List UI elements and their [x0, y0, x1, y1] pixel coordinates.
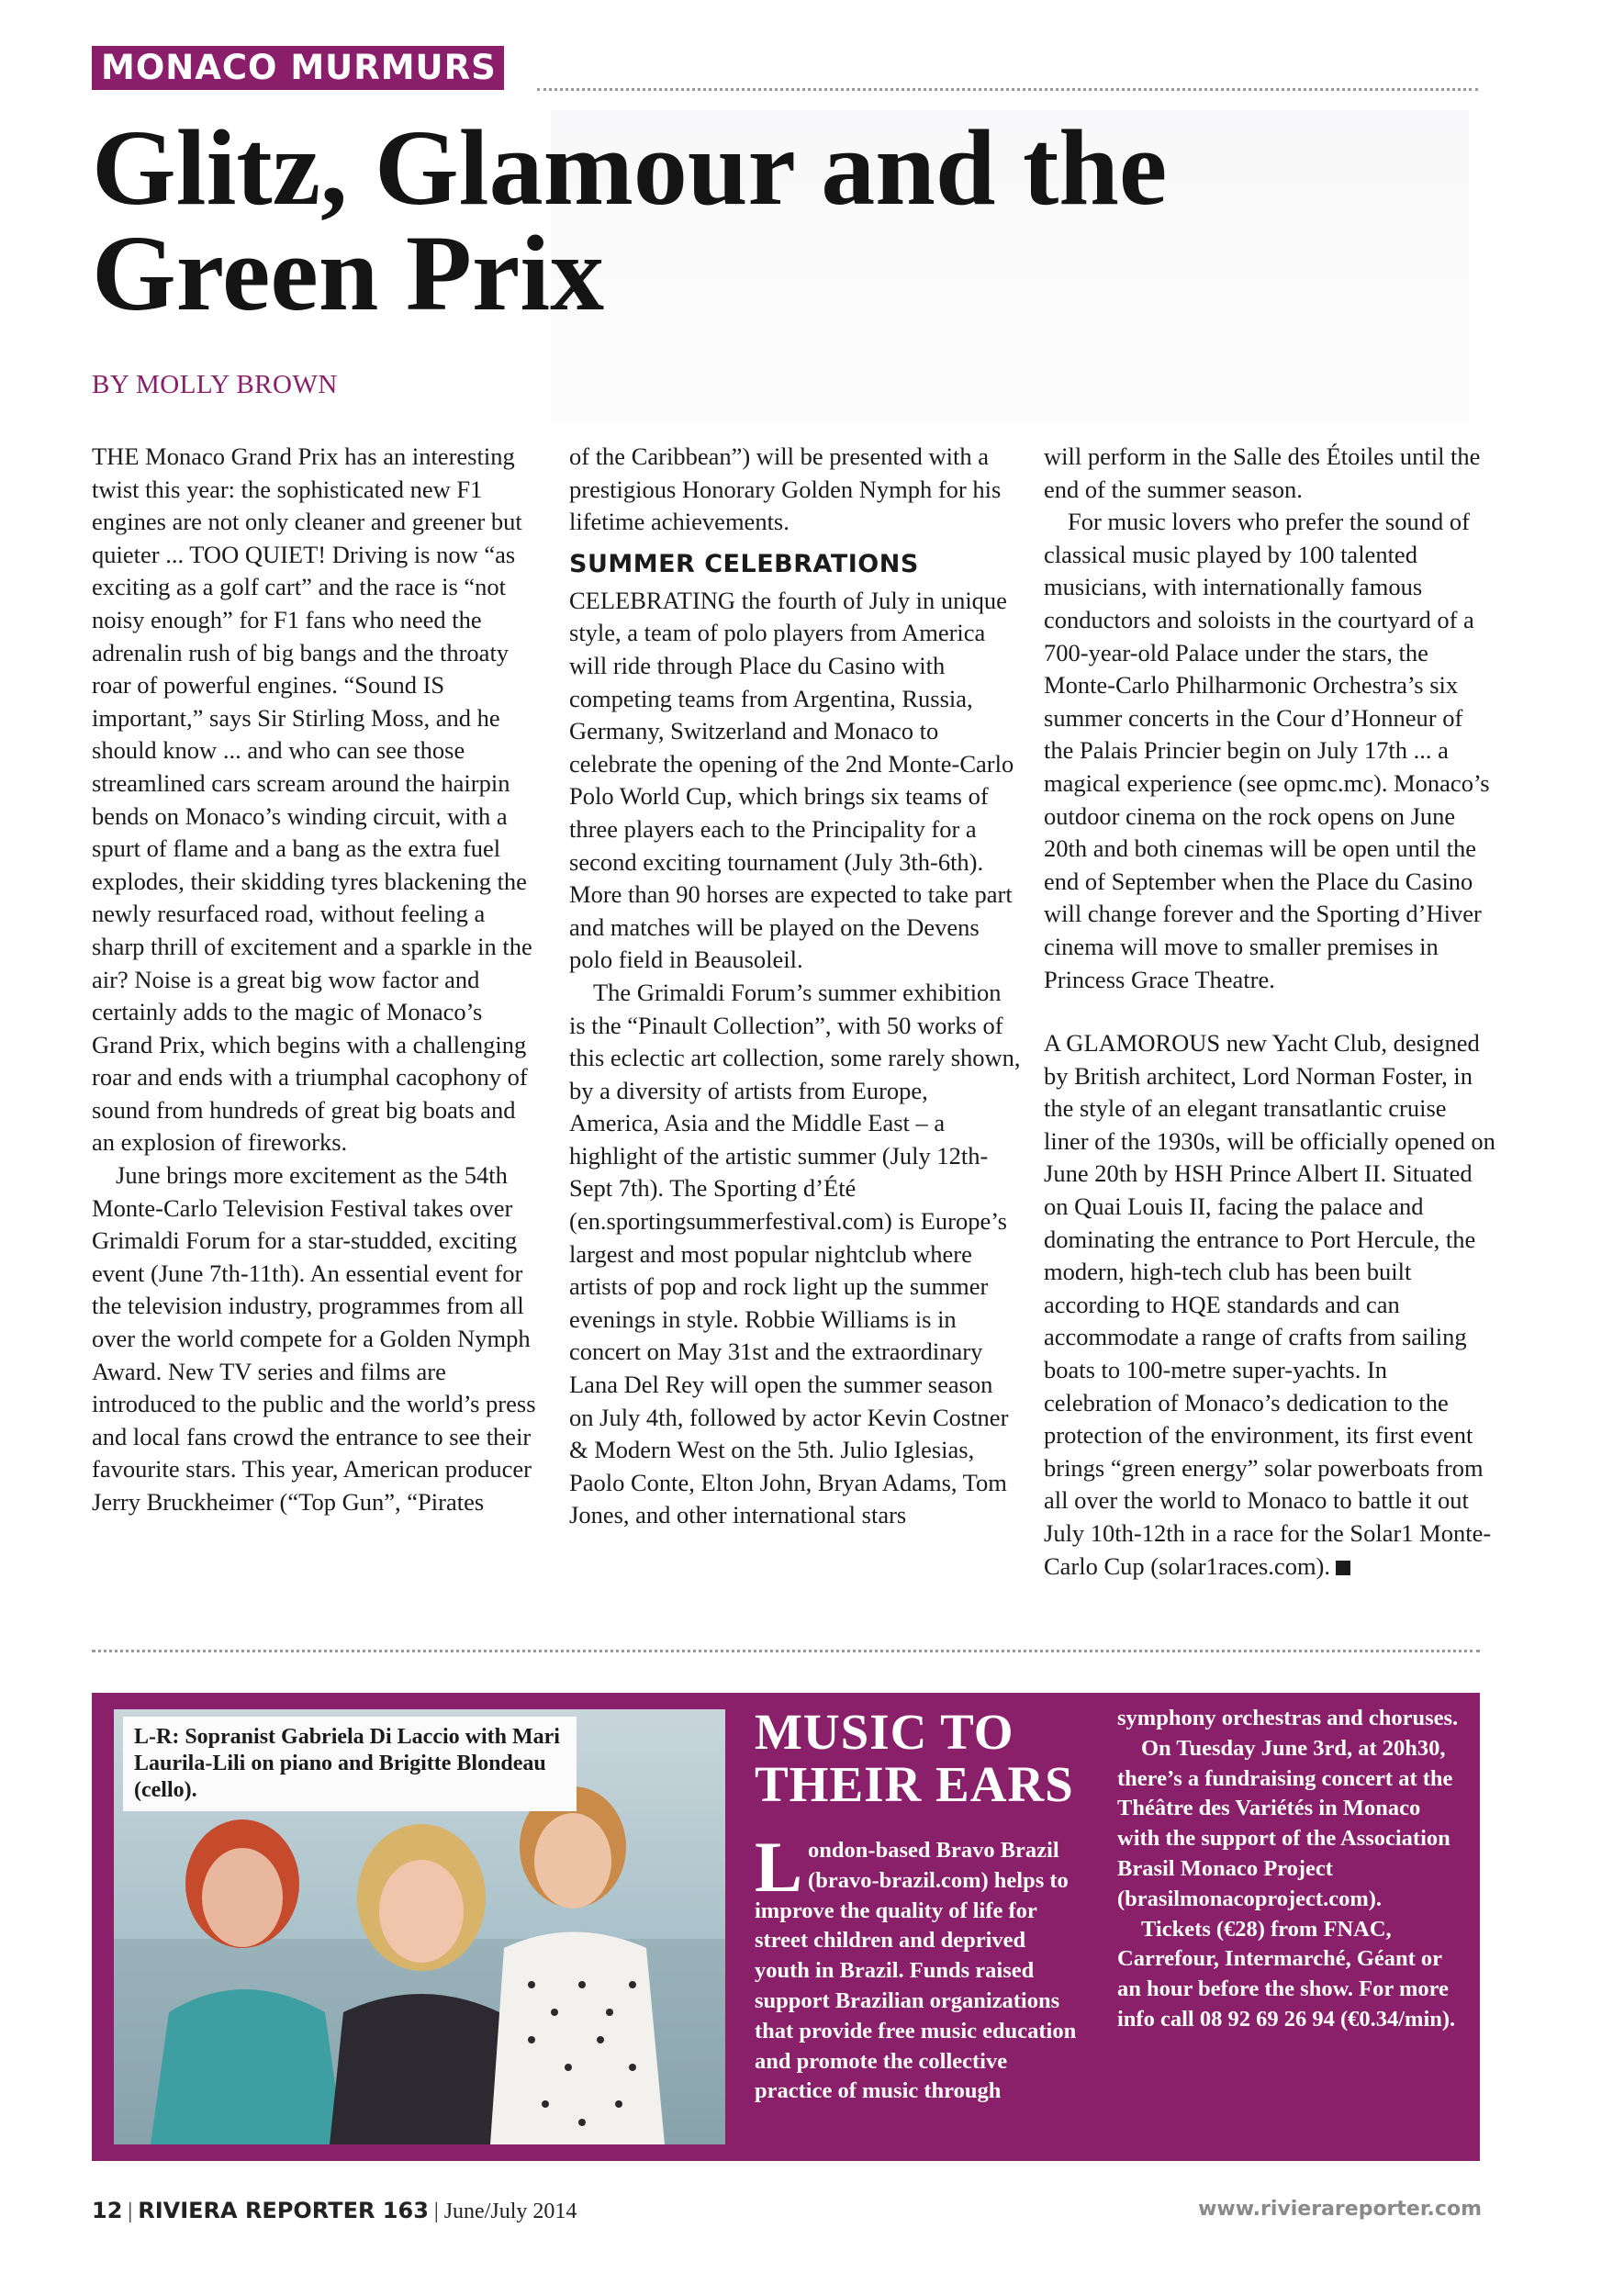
- article-column-3: [1044, 441, 1495, 1583]
- issue-date: June/July 2014: [443, 2200, 577, 2223]
- footer-separator: |: [128, 2200, 139, 2223]
- divider-dotted-rule: [92, 1650, 1480, 1652]
- article-paragraph: June brings more excitement as the 54th Monte-Carlo Television Festival takes over Grimaldi Forum for a star-studded, exciting event (June 7th-11th). An essential event for the television industry, programmes from all over the world compete for a Golden Nymph Award. New TV series and films are introduced to the public and the world’s press and local fans crowd the entrance to see their favourite stars. This year, American producer Jerry Bruckheimer (“Top Gun”, “Pirates: [92, 1161, 536, 1516]
- byline: BY MOLLY BROWN: [92, 370, 338, 399]
- section-dotted-rule: [537, 88, 1478, 91]
- article-paragraph-final: [1044, 1027, 1495, 1583]
- website-url: www.rivierareporter.com: [1198, 2198, 1482, 2221]
- photo-caption: L-R: Sopranist Gabriela Di Laccio with Mari Laurila-Lili on piano and Brigitte Blondeau (cello).: [123, 1717, 577, 1811]
- article-paragraph: will perform in the Salle des Étoiles until the end of the summer season.: [1044, 442, 1481, 503]
- article-paragraph: For music lovers who prefer the sound of classical music played by 100 talented musicians, with internationally famous conductors and soloists in the courtyard of a 700-year-old Palace under the stars, the Monte-Carlo Philharmonic Orchestra’s six summer concerts in the Cour d’Honneur of the Palais Princier begin on July 17th ... a magical experience (see opmc.mc). Monaco’s outdoor cinema on the rock opens on June 20th and both cinemas will be open until the end of September when the Place du Casino will change forever and the Sporting d’Hiver cinema will move to smaller premises in Princess Grace Theatre.: [1044, 508, 1490, 993]
- magazine-name: RIVIERA REPORTER 163: [138, 2198, 429, 2223]
- section-label: MONACO MURMURS: [92, 46, 504, 90]
- page-footer: [92, 2198, 577, 2224]
- musicians-photo: [114, 1709, 725, 2144]
- article-column-2: [569, 441, 1021, 1532]
- article-paragraph: THE Monaco Grand Prix has an interesting twist this year: the sophisticated new F1 engines are not only cleaner and greener but quieter ... TOO QUIET! Driving is now “as exciting as a golf cart” and the race is “not noisy enough” for F1 fans who need the adrenalin rush of big bangs and the throaty roar of powerful engines. “Sound IS important,” says Sir Stirling Moss, and he should know ... and who can see those streamlined cars scream around the hairpin bends on Monaco’s winding circuit, with a spurt of flame and a bang as the extra fuel explodes, their skidding tyres blackening the newly resurfaced road, without feeling a sharp thrill of excitement and a sparkle in the air? Noise is a great big wow factor and certainly adds to the magic of Monaco’s Grand Prix, which begins with a challenging roar and ends with a triumphal cacophony of sound from hundreds of great big boats and an explosion of fireworks.: [92, 442, 532, 1157]
- drop-cap: L: [755, 1827, 803, 1907]
- sidebar-paragraph-text: ondon-based Bravo Brazil (bravo-brazil.com) helps to improve the quality of life for street children and deprived youth in Brazil. Funds raised support Brazilian organizations that provide free music education and promote the collective practice of music through: [755, 1838, 1077, 2104]
- footer-separator: |: [433, 2200, 444, 2223]
- article-paragraph: CELEBRATING the fourth of July in unique style, a team of polo players from America will ride through Place du Casino with competing teams from Argentina, Russia, Germany, Switzerland and Monaco to celebrate the opening of the 2nd Monte-Carlo Polo World Cup, which brings six teams of three players each to the Principality for a second exciting tournament (July 3th-6th). More than 90 horses are expected to take part and matches will be played on the Devens polo field in Beausoleil.: [569, 586, 1014, 974]
- article-paragraph: The Grimaldi Forum’s summer exhibition is the “Pinault Collection”, with 50 works of this eclectic art collection, some rarely shown, by a diversity of artists from Europe, America, Asia and the Middle East – a highlight of the artistic summer (July 12th-Sept 7th). The Sporting d’Été (en.sportingsummerfestival.com) is Europe’s largest and most popular nightclub where artists of pop and rock light up the summer evenings in style. Robbie Williams is in concert on May 31st and the extraordinary Lana Del Rey will open the summer season on July 4th, followed by actor Kevin Costner & Modern West on the 5th. Julio Iglesias, Paolo Conte, Elton John, Bryan Adams, Tom Jones, and other international stars: [569, 978, 1021, 1529]
- headline: Glitz, Glamour and the Green Prix: [92, 107, 1168, 333]
- article-paragraph: of the Caribbean”) will be presented with a prestigious Honorary Golden Nymph for his lifetime achievements.: [569, 442, 1002, 536]
- sidebar-paragraph: [755, 1827, 1085, 2107]
- end-of-story-icon: [1336, 1561, 1350, 1575]
- sidebar-paragraph: On Tuesday June 3rd, at 20h30, there’s a fundraising concert at the Théâtre des Variétés in Monaco with the support of the Association Brasil Monaco Project (brasilmonacoproject.com).: [1117, 1735, 1453, 1911]
- sidebar-title: MUSIC TO THEIR EARS: [755, 1704, 1074, 1812]
- article-column-1: [92, 441, 543, 1519]
- page-number: 12: [92, 2198, 123, 2223]
- article-paragraph-text: A GLAMOROUS new Yacht Club, designed by British architect, Lord Norman Foster, in the style of an elegant transatlantic cruise liner of the 1930s, will be officially opened on June 20th by HSH Prince Albert II. Situated on Quai Louis II, facing the palace and dominating the entrance to Port Hercule, the modern, high-tech club has been built according to HQE standards and can accommodate a range of crafts from sailing boats to 100-metre super-yachts. In celebration of Monaco’s dedication to the protection of the environment, its first event brings “green energy” solar powerboats from all over the world to Monaco to battle it out July 10th-12th in a race for the Solar1 Monte-Carlo Cup (solar1races.com).: [1044, 1029, 1495, 1580]
- sidebar-column-2: [1117, 1704, 1466, 2035]
- sidebar-paragraph: Tickets (€28) from FNAC, Carrefour, Intermarché, Géant or an hour before the show. For more info call 08 92 69 26 94 (€0.34/min).: [1117, 1916, 1456, 2032]
- subheading: SUMMER CELEBRATIONS: [569, 549, 919, 578]
- sidebar-paragraph: symphony orchestras and choruses.: [1117, 1706, 1459, 1730]
- sidebar-column-1: [755, 1827, 1085, 2107]
